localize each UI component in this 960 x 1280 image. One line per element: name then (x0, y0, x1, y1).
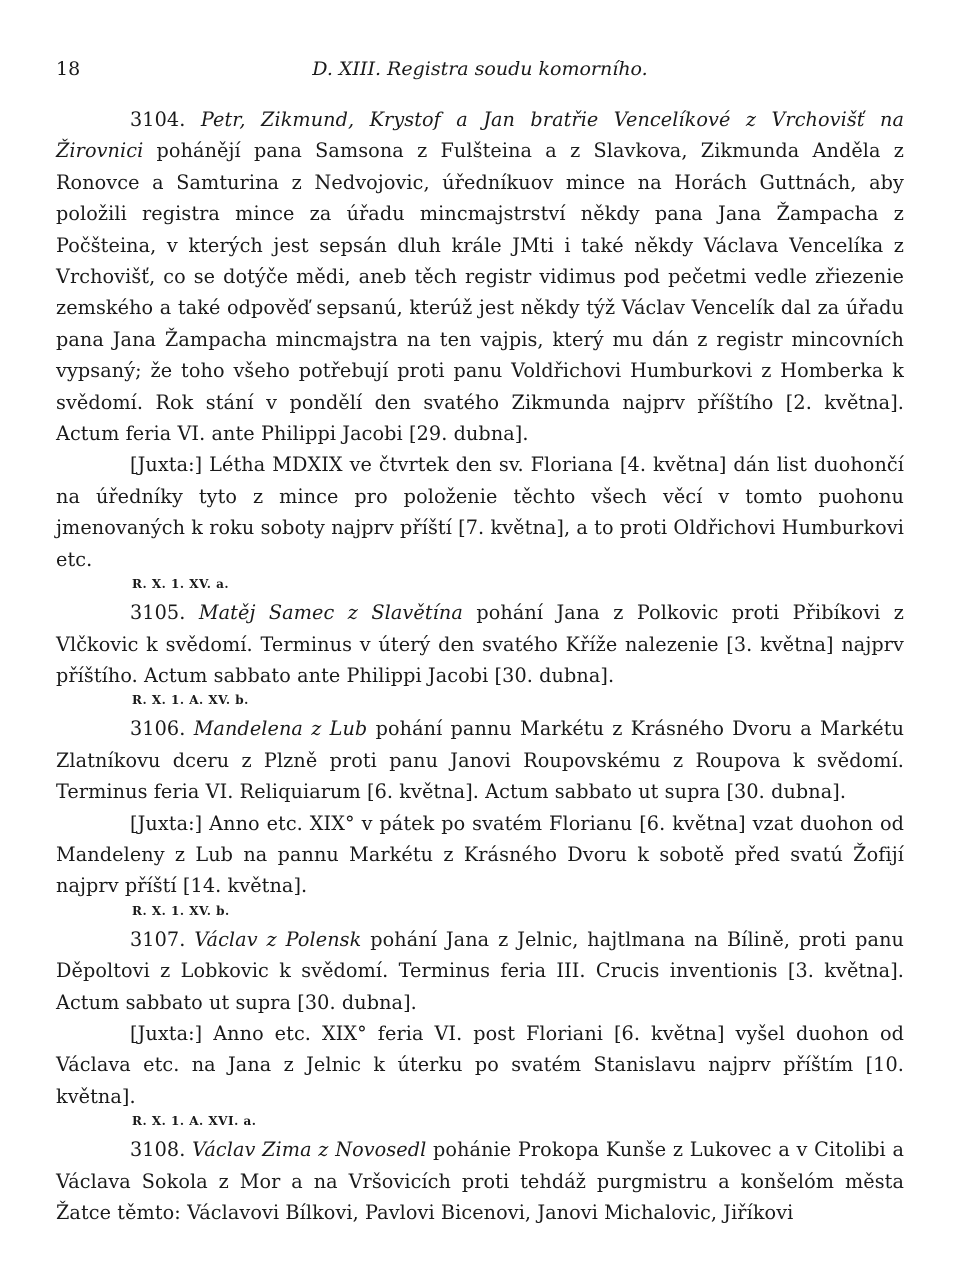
page-number: 18 (56, 58, 81, 80)
entry-number: 3105. (130, 601, 186, 625)
entry-3104 (56, 104, 904, 591)
entry-text: pohání pannu Markétu z Krásného Dvoru a Markétu Zlatníkovu dceru z Plzně proti panu Janovi Roupovskému z Roupova k svědomí. Terminus feria VI. Reliquiarum [6. května]. Actum sabbato ut supra [30. dubna]. (56, 717, 905, 804)
entry-3108 (56, 1134, 904, 1228)
entry-juxta-note: [Juxta:] Létha MDXIX ve čtvrtek den sv. Floriana [4. května] dán list duohončí na úředníky tyto z mince pro položenie těchto všech věcí v tomto puohonu jmenovaných k roku soboty najprv příští [7. května], a to proti Oldřichovi Humburkovi etc. (56, 453, 904, 571)
source-reference: R. X. 1. XV. a. (132, 577, 230, 592)
entry-paragraph (56, 104, 904, 449)
document-page (56, 58, 904, 1228)
entry-number: 3104. (130, 108, 186, 131)
entry-text: pohánie Prokopa Kunše z Lukovec a v Citolibi a Václava Sokola z Mor a na Vršovicích proti tehdáž purgmistru a konšelóm města Žatce těmto: Václavovi Bílkovi, Pavlovi Bicenovi, Janovi Michalovic, Jiříkovi (56, 1138, 904, 1224)
entry-paragraph (56, 924, 904, 1018)
page-header (56, 58, 904, 88)
entry-text: pohánějí pana Samsona z Fulšteina a z Slavkova, Zikmunda Anděla z Ronovce a Samturina z Nedvojovic, úředníkuov mince na Horách Guttnách, aby položili registra mince za úřadu mincmajstrství někdy pana Jana Žampacha z Počšteina, v kterých jest sepsán dluh krále JMti i také někdy Václava Vencelíka z Vrchovišť, co se dotýče mědi, aneb těch registr vidimus pod pečetmi vedle zřiezenie zemského a také odpověď sepsanú, kterúž jest někdy týž Václav Vencelík dal za úřadu pana Jana Žampacha mincmajstra na ten vajpis, který mu dán z registr mincovních vypsaný; že toho všeho potřebují proti panu Voldřichovi Humburkovi z Homberka k svědomí. Rok stání v pondělí den svatého Zikmunda najprv příštího [2. května]. Actum feria VI. ante Philippi Jacobi [29. dubna]. (56, 139, 904, 446)
entry-3106 (56, 713, 904, 917)
source-reference: R. X. 1. A. XVI. a. (132, 1114, 257, 1129)
entry-parties: Matěj Samec z Slavětína (198, 601, 463, 625)
running-head (56, 58, 904, 80)
entry-3107 (56, 924, 904, 1128)
entry-paragraph (56, 1134, 904, 1228)
source-reference: R. X. 1. A. XV. b. (132, 693, 249, 708)
entry-paragraph (56, 713, 904, 807)
entry-text: pohání Jana z Polkovic proti Přibíkovi z Vlčkovic k svědomí. Terminus v úterý den svatého Kříže nalezenie [3. května] najprv příštího. Actum sabbato ante Philippi Jacobi [30. dubna]. (56, 601, 905, 687)
entry-text: pohání Jana z Jelnic, hajtlmana na Bílině, proti panu Děpoltovi z Lobkovic k svědomí. Terminus feria III. Crucis inventionis [3. května]. Actum sabbato ut supra [30. dubna]. (56, 927, 905, 1014)
source-reference: R. X. 1. XV. b. (132, 903, 230, 918)
entry-parties: Petr, Zikmund, Krystof a Jan bratřie Vencelíkové z Vrchovišť na Žirovnici (56, 108, 904, 163)
running-head-prefix: D. XIII. (312, 58, 381, 80)
entry-juxta-note: [Juxta:] Anno etc. XIX° feria VI. post Floriani [6. května] vyšel duohon od Václava etc. na Jana z Jelnic k úterku po svatém Stanislavu najprv příštím [10. května]. (56, 1021, 904, 1108)
entry-number: 3107. (130, 927, 186, 951)
running-head-title: Registra soudu komorního. (387, 58, 648, 80)
entry-paragraph (56, 597, 904, 691)
entry-number: 3106. (130, 717, 186, 741)
entry-parties: Mandelena z Lub (193, 717, 368, 741)
entry-3105 (56, 597, 904, 707)
entry-juxta-note: [Juxta:] Anno etc. XIX° v pátek po svatém Florianu [6. května] vzat duohon od Mandeleny z Lub na pannu Markétu z Krásného Dvoru k sobotě před svatú Žofijí najprv příští [14. května]. (56, 811, 904, 898)
entry-number: 3108. (130, 1138, 186, 1162)
entry-parties: Václav z Polensk (194, 927, 362, 951)
entry-parties: Václav Zima z Novosedl (192, 1138, 427, 1162)
